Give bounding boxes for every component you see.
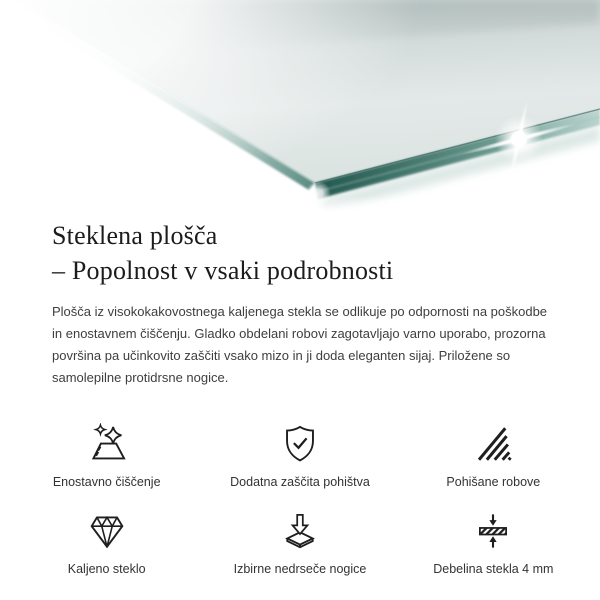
product-description: Plošča iz visokokakovostnega kaljenega stekla se odlikuje po odpornosti na poškodbe in enostavnem čiščenju. Gladko obdelani robovi zagotavljajo varno uporabo, prozorna površina pa učinkovito zaščiti vsako mizo in ji doda eleganten sijaj. Priložene so samolepilne protidrsne nogice. [52,304,548,385]
text-block [0,212,600,389]
feature-label: Izbirne nedrseče nogice [233,562,367,576]
shield-check-icon [279,423,321,465]
feature-furniture-protection [203,423,396,490]
glass-thickness-icon [472,510,514,552]
anti-slip-feet-icon [279,510,321,552]
feature-glass-thickness [397,510,590,577]
glass-panel-photo [0,0,600,212]
feature-easy-cleaning [10,423,203,490]
feature-grid [0,423,600,577]
sparkle-clean-icon [86,423,128,465]
feature-label: Pohišane robove [446,475,541,489]
feature-label: Debelina stekla 4 mm [433,562,554,576]
feature-label: Kaljeno steklo [67,562,146,576]
feature-tempered-glass [10,510,203,577]
polished-edges-icon [472,423,514,465]
page-title-line2: – Popolnost v vsaki podrobnosti [52,256,394,285]
diamond-icon [86,510,128,552]
feature-anti-slip-feet [203,510,396,577]
glass-panel-illustration [0,0,600,212]
page-title [52,218,560,288]
feature-label: Enostavno čiščenje [52,475,161,489]
feature-polished-edges [397,423,590,490]
page-title-line1: Steklena plošča [52,221,218,250]
feature-label: Dodatna zaščita pohištva [230,475,370,489]
